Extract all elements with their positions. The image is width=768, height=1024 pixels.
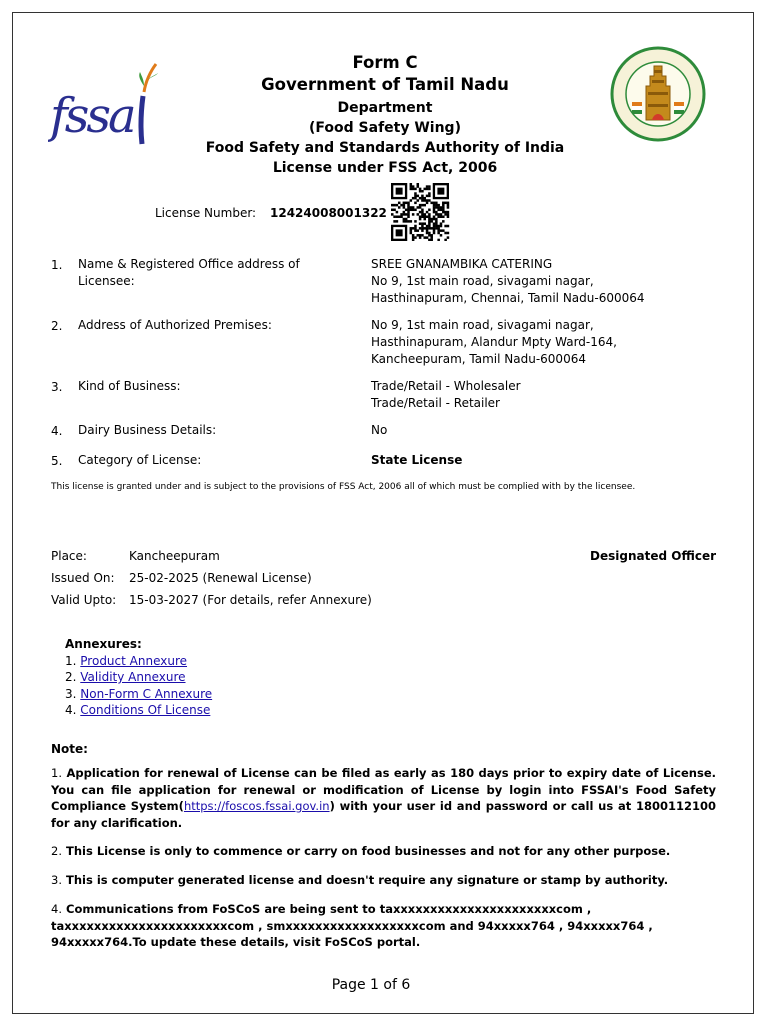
- department-title: Department: [337, 100, 433, 116]
- row-1-label: Name & Registered Office address of Licensee:: [78, 257, 300, 288]
- government-title: Government of Tamil Nadu: [261, 75, 509, 94]
- note-number: 2.: [51, 844, 62, 858]
- dairy-details: No: [371, 423, 388, 437]
- page-number: Page 1 of 6: [331, 977, 411, 993]
- note-number: 3.: [51, 873, 62, 887]
- valid-upto-label: Valid Upto:: [51, 593, 117, 607]
- license-number-label: License Number:: [155, 206, 257, 220]
- business-kind: Trade/Retail - Wholesaler: [371, 379, 521, 393]
- row-3-number: 3.: [51, 380, 63, 394]
- row-2-label: Address of Authorized Premises:: [78, 318, 272, 332]
- note-4: [51, 901, 716, 951]
- note-3-text: This is computer generated license and doesn't require any signature or stamp by authority.: [66, 873, 669, 887]
- valid-upto-value: 15-03-2027 (For details, refer Annexure): [129, 593, 372, 607]
- license-category: State License: [371, 453, 463, 467]
- row-4-label: Dairy Business Details:: [78, 423, 217, 437]
- row-1-number: 1.: [51, 258, 63, 272]
- act-title: License under FSS Act, 2006: [272, 160, 498, 176]
- row-3-value: [371, 378, 671, 412]
- designated-officer: Designated Officer: [590, 549, 716, 563]
- row-5-number: 5.: [51, 454, 63, 468]
- annexure-item: [65, 702, 212, 719]
- premises-address-line: Hasthinapuram, Alandur Mpty Ward-164,: [371, 335, 617, 349]
- wing-title: (Food Safety Wing): [309, 120, 461, 136]
- license-number-value: 12424008001322: [270, 206, 387, 220]
- annexure-number: 1.: [65, 653, 77, 668]
- annexure-item: [65, 686, 212, 703]
- note-1: [51, 765, 716, 831]
- licensee-name: SREE GNANAMBIKA CATERING: [371, 257, 553, 271]
- row-5-label: Category of License:: [78, 453, 202, 467]
- licensee-address-line: Hasthinapuram, Chennai, Tamil Nadu-600064: [371, 291, 645, 305]
- row-2-value: [371, 317, 671, 368]
- note-3: [51, 872, 716, 889]
- tamil-nadu-seal: [610, 46, 706, 142]
- non-form-c-annexure-link[interactable]: Non-Form C Annexure: [80, 686, 213, 701]
- row-4-number: 4.: [51, 424, 63, 438]
- disclaimer-text: This license is granted under and is subject to the provisions of FSS Act, 2006 all of which must be complied with by the licensee.: [51, 482, 636, 492]
- conditions-of-license-link[interactable]: Conditions Of License: [80, 703, 211, 717]
- form-title: Form C: [352, 53, 418, 72]
- foscos-link[interactable]: https://foscos.fssai.gov.in: [183, 799, 330, 813]
- premises-address-line: No 9, 1st main road, sivagami nagar,: [371, 318, 594, 332]
- row-5-value: [371, 452, 671, 469]
- annexure-number: 2.: [65, 670, 77, 684]
- row-4-value: [371, 422, 671, 439]
- note-4-text: Communications from FoSCoS are being sent to taxxxxxxxxxxxxxxxxxxxxxxcom , taxxxxxxxxxxxxxxxxxxxxxxcom , smxxxxxxxxxxxxxxxxxxcom and 94xxxxx764 , 94xxxxx764 , 94xxxxx764.To update these details, visit FoSCoS portal.: [51, 902, 653, 949]
- note-1-text: Application for renewal of License can be filed as early as 180 days prior to expiry date of License. You can file application for renewal or modification of License by login into FSSAI's Food Safety Compliance System(: [51, 766, 716, 813]
- note-2: [51, 843, 716, 860]
- note-number: 1.: [51, 766, 62, 780]
- place-label: Place:: [51, 549, 87, 563]
- note-1-text-end: ) with your user id and password or call us at 1800112100 for any clarification.: [51, 799, 717, 830]
- licensee-address-line: No 9, 1st main road, sivagami nagar,: [371, 274, 594, 288]
- issued-on-value: 25-02-2025 (Renewal License): [129, 571, 312, 585]
- note-number: 4.: [51, 902, 62, 916]
- row-3-label: Kind of Business:: [78, 379, 181, 393]
- note-2-text: This License is only to commence or carry on food businesses and not for any other purpose.: [66, 844, 671, 858]
- premises-address-line: Kancheepuram, Tamil Nadu-600064: [371, 352, 586, 366]
- annexures-title: Annexures:: [65, 637, 142, 651]
- note-title: Note:: [51, 742, 88, 756]
- place-value: Kancheepuram: [129, 549, 220, 563]
- svg-text:fssa: fssa: [50, 88, 134, 144]
- qr-code: [389, 183, 451, 241]
- product-annexure-link[interactable]: Product Annexure: [80, 653, 188, 668]
- authority-title: Food Safety and Standards Authority of India: [205, 140, 565, 156]
- row-1-value: [371, 256, 671, 307]
- annexure-item: [65, 669, 212, 686]
- issued-on-label: Issued On:: [51, 571, 115, 585]
- fssai-logo: [48, 46, 160, 150]
- annexure-number: 3.: [65, 686, 77, 701]
- business-kind: Trade/Retail - Retailer: [371, 396, 500, 410]
- annexure-item: [65, 653, 212, 670]
- annexure-number: 4.: [65, 703, 77, 717]
- row-2-number: 2.: [51, 319, 63, 333]
- validity-annexure-link[interactable]: Validity Annexure: [80, 670, 186, 684]
